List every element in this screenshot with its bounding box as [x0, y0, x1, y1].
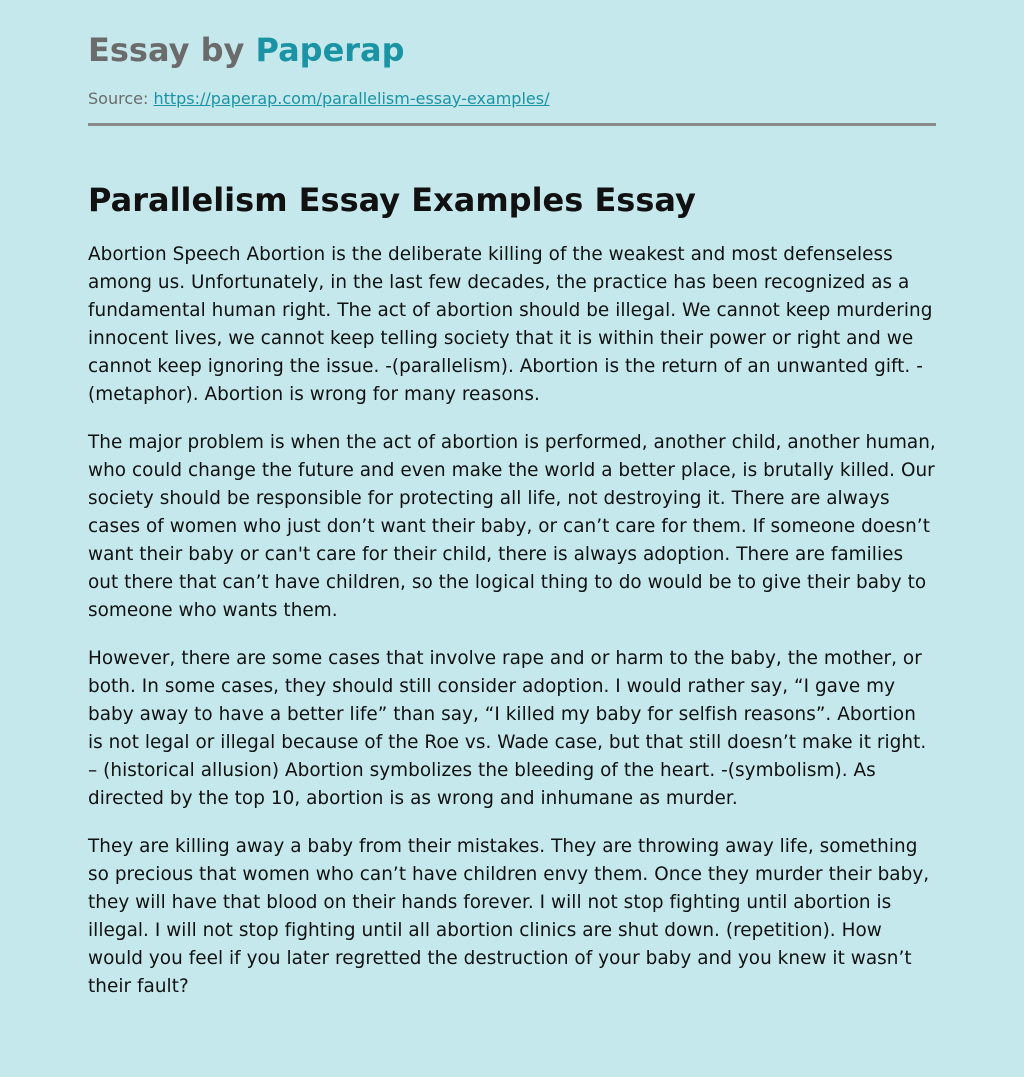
- paragraph: The major problem is when the act of abortion is performed, another child, another human, who could change the future and even make the world a better place, is brutally killed. Our society should be responsible for protecting all life, not destroying it. There are always cases of women who just don’t want their baby, or can’t care for them. If someone doesn’t want their baby or can't care for their child, there is always adoption. There are families out there that can’t have children, so the logical thing to do would be to give their baby to someone who wants them.: [88, 432, 936, 621]
- essay-title: Parallelism Essay Examples Essay: [88, 181, 696, 219]
- site-brand: [88, 30, 405, 70]
- paragraph: Abortion Speech Abortion is the deliberate killing of the weakest and most defenseless among us. Unfortunately, in the last few decades, the practice has been recognized as a fundamental human right. The act of abortion should be illegal. We cannot keep murdering innocent lives, we cannot keep telling society that it is within their power or right and we cannot keep ignoring the issue. -(parallelism). Abortion is the return of an unwanted gift. -(metaphor). Abortion is wrong for many reasons.: [88, 244, 933, 405]
- header-divider: [88, 123, 936, 126]
- source-link[interactable]: https://paperap.com/parallelism-essay-examples/: [153, 89, 550, 108]
- paragraph: They are killing away a baby from their mistakes. They are throwing away life, something so precious that women who can’t have children envy them. Once they murder their baby, they will have that blood on their hands forever. I will not stop fighting until abortion is illegal. I will not stop fighting until all abortion clinics are shut down. (repetition). How would you feel if you later regretted the destruction of your baby and you knew it wasn’t their fault?: [88, 836, 930, 997]
- brand-prefix: Essay by: [88, 31, 245, 69]
- source-line: [88, 88, 549, 110]
- paragraph: However, there are some cases that involve rape and or harm to the baby, the mother, or both. In some cases, they should still consider adoption. I would rather say, “I gave my baby away to have a better life” than say, “I killed my baby for selfish reasons”. Abortion is not legal or illegal because of the Roe vs. Wade case, but that still doesn’t make it right. – (historical allusion) Abortion symbolizes the bleeding of the heart. -(symbolism). As directed by the top 10, abortion is as wrong and inhumane as murder.: [88, 648, 927, 809]
- brand-name: Paperap: [255, 31, 405, 69]
- source-label: Source:: [88, 89, 149, 108]
- essay-body: [88, 241, 936, 1021]
